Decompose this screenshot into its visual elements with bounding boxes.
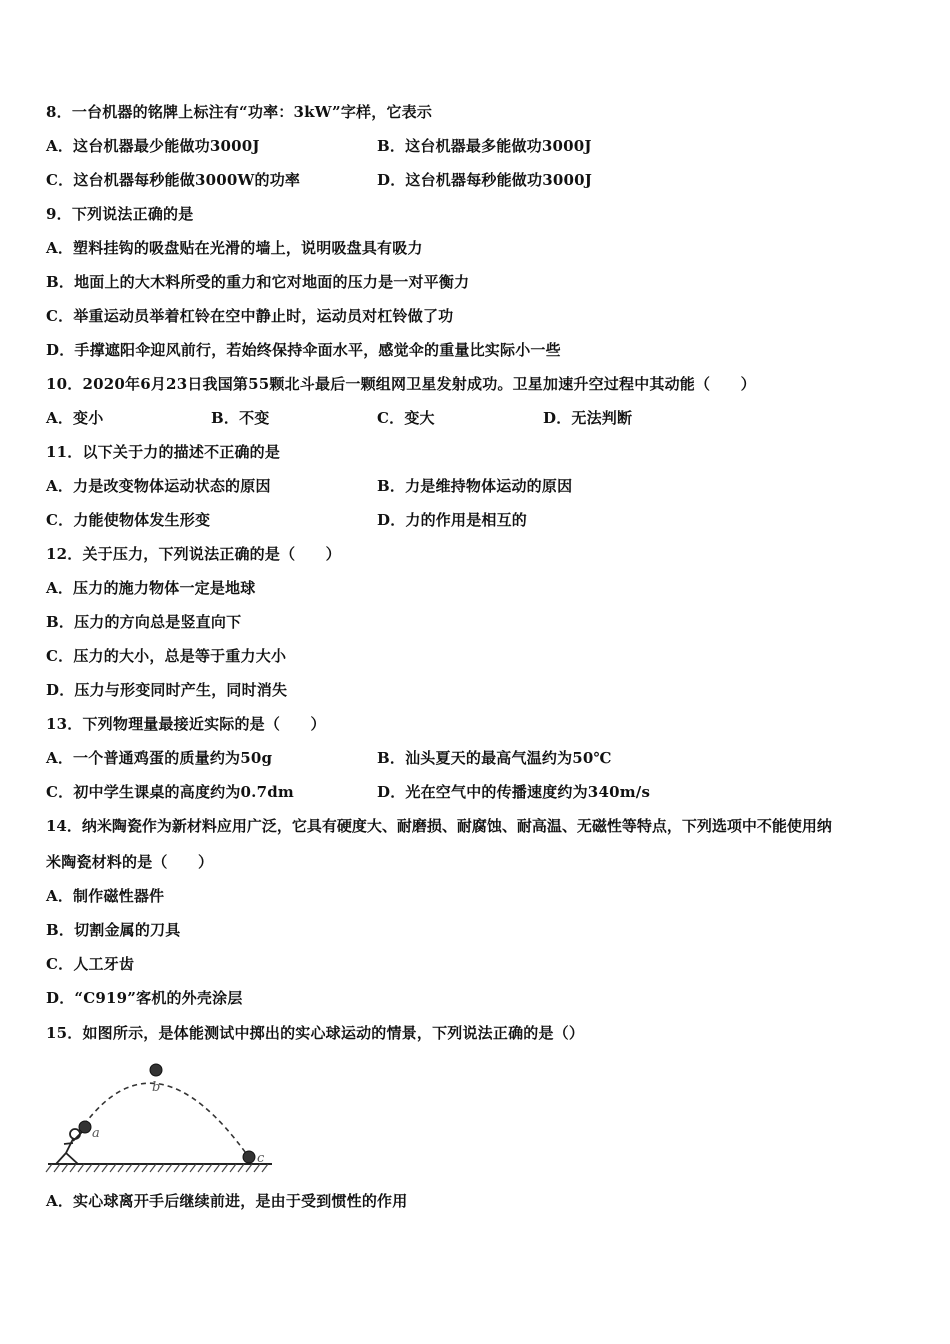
q10-option-b: B．不变 — [211, 409, 270, 427]
ball-c — [243, 1151, 255, 1163]
q10-stem: 10．2020年6月23日我国第55颗北斗最后一颗组网卫星发射成功。卫星加速升空过程中其动能（ ） — [46, 375, 756, 393]
q14-option-b: B．切割金属的刀具 — [46, 921, 181, 939]
q9-option-b: B．地面上的大木料所受的重力和它对地面的压力是一对平衡力 — [46, 273, 470, 291]
q14-option-c: C．人工牙齿 — [46, 955, 135, 973]
q13-option-a: A．一个普通鸡蛋的质量约为50g — [46, 749, 273, 767]
q11-option-a: A．力是改变物体运动状态的原因 — [46, 477, 271, 495]
q14-stem-line2: 米陶瓷材料的是（ ） — [46, 853, 214, 871]
ground-hatching — [46, 1164, 268, 1172]
q12-option-a: A．压力的施力物体一定是地球 — [46, 579, 256, 597]
shot-put-figure — [44, 1058, 276, 1178]
trajectory-dashed-curve — [84, 1083, 248, 1156]
label-b: b — [152, 1080, 161, 1095]
q11-stem: 11．以下关于力的描述不正确的是 — [46, 443, 281, 461]
q15-stem: 15．如图所示，是体能测试中掷出的实心球运动的情景，下列说法正确的是（） — [46, 1024, 585, 1042]
ball-a — [79, 1121, 91, 1133]
q11-option-b: B．力是维持物体运动的原因 — [377, 477, 573, 495]
q10-option-d: D．无法判断 — [543, 409, 633, 427]
thrower-figure — [56, 1129, 84, 1164]
q9-option-a: A．塑料挂钩的吸盘贴在光滑的墙上，说明吸盘具有吸力 — [46, 239, 423, 257]
q8-option-b: B．这台机器最多能做功3000J — [377, 137, 592, 155]
q12-option-b: B．压力的方向总是竖直向下 — [46, 613, 242, 631]
label-a: a — [92, 1126, 100, 1141]
q9-stem: 9．下列说法正确的是 — [46, 205, 194, 223]
q8-option-c: C．这台机器每秒能做3000W的功率 — [46, 171, 301, 189]
q13-option-d: D．光在空气中的传播速度约为340m/s — [377, 783, 651, 801]
q8-option-d: D．这台机器每秒能做功3000J — [377, 171, 593, 189]
q12-stem: 12．关于压力，下列说法正确的是（ ） — [46, 545, 341, 563]
q13-option-b: B．汕头夏天的最高气温约为50℃ — [377, 749, 612, 767]
q10-option-c: C．变大 — [377, 409, 435, 427]
q11-option-c: C．力能使物体发生形变 — [46, 511, 211, 529]
ball-b — [150, 1064, 162, 1076]
q14-stem-line1: 14．纳米陶瓷作为新材料应用广泛，它具有硬度大、耐磨损、耐腐蚀、耐高温、无磁性等特点，下列选项中不能使用纳 — [46, 817, 832, 835]
q14-option-a: A．制作磁性器件 — [46, 887, 165, 905]
q9-option-d: D．手撑遮阳伞迎风前行，若始终保持伞面水平，感觉伞的重量比实际小一些 — [46, 341, 561, 359]
q10-option-a: A．变小 — [46, 409, 104, 427]
q8-stem: 8．一台机器的铭牌上标注有“功率：3kW”字样，它表示 — [46, 103, 433, 121]
q12-option-c: C．压力的大小，总是等于重力大小 — [46, 647, 287, 665]
q12-option-d: D．压力与形变同时产生，同时消失 — [46, 681, 288, 699]
q13-stem: 13．下列物理量最接近实际的是（ ） — [46, 715, 326, 733]
q11-option-d: D．力的作用是相互的 — [377, 511, 528, 529]
q13-option-c: C．初中学生课桌的高度约为0.7dm — [46, 783, 294, 801]
label-c: c — [257, 1151, 265, 1166]
q15-option-a: A．实心球离开手后继续前进，是由于受到惯性的作用 — [46, 1192, 408, 1210]
q14-option-d: D．“C919”客机的外壳涂层 — [46, 989, 243, 1007]
q9-option-c: C．举重运动员举着杠铃在空中静止时，运动员对杠铃做了功 — [46, 307, 454, 325]
q8-option-a: A．这台机器最少能做功3000J — [46, 137, 260, 155]
